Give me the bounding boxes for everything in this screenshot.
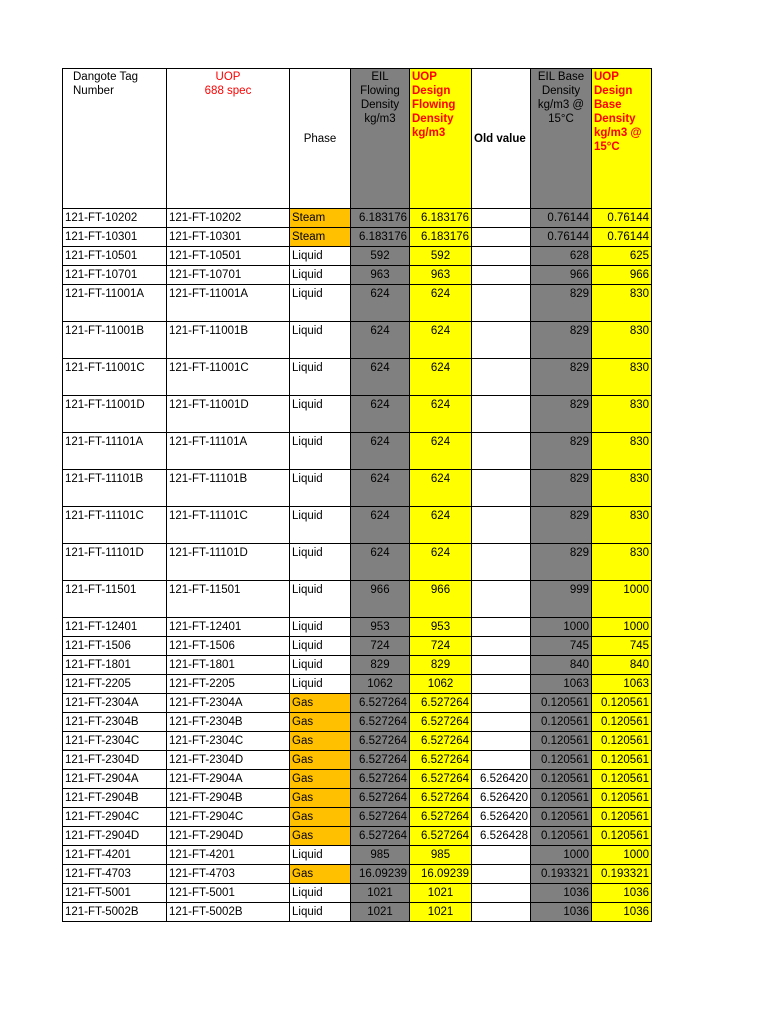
cell-old-value[interactable] [472,637,531,656]
cell-uop-flowing-density[interactable]: 829 [410,656,472,675]
cell-phase[interactable]: Liquid [290,637,351,656]
table-row [63,618,652,637]
cell-eil-base-density[interactable]: 829 [531,359,592,396]
cell-eil-base-density[interactable]: 1000 [531,618,592,637]
cell-eil-base-density[interactable]: 966 [531,266,592,285]
cell-uop-spec[interactable]: 121-FT-11101C [167,507,290,544]
header-uop-line2: 688 spec [204,85,252,97]
cell-uop-base-density[interactable]: 830 [592,433,652,470]
cell-eil-base-density[interactable]: 0.76144 [531,209,592,228]
table-row [63,209,652,228]
density-table [62,68,652,922]
cell-eil-base-density[interactable]: 0.120561 [531,789,592,808]
cell-eil-flowing-density[interactable]: 6.527264 [351,808,410,827]
cell-tag[interactable]: 121-FT-2304D [63,751,167,770]
cell-eil-base-density[interactable]: 1036 [531,903,592,922]
cell-eil-base-density[interactable]: 0.120561 [531,808,592,827]
cell-uop-base-density[interactable]: 0.120561 [592,808,652,827]
cell-phase[interactable]: Liquid [290,247,351,266]
cell-eil-base-density[interactable]: 829 [531,396,592,433]
cell-eil-flowing-density[interactable]: 1021 [351,884,410,903]
cell-uop-base-density[interactable]: 830 [592,322,652,359]
cell-uop-base-density[interactable]: 1063 [592,675,652,694]
cell-old-value[interactable]: 6.526428 [472,827,531,846]
cell-phase[interactable]: Steam [290,228,351,247]
cell-uop-flowing-density[interactable]: 624 [410,507,472,544]
cell-uop-base-density[interactable]: 830 [592,544,652,581]
cell-uop-flowing-density[interactable]: 6.527264 [410,694,472,713]
cell-uop-base-density[interactable]: 966 [592,266,652,285]
cell-phase[interactable]: Liquid [290,544,351,581]
cell-uop-spec[interactable]: 121-FT-11001B [167,322,290,359]
cell-phase[interactable]: Liquid [290,581,351,618]
cell-phase[interactable]: Liquid [290,903,351,922]
cell-uop-flowing-density[interactable]: 624 [410,359,472,396]
cell-tag[interactable]: 121-FT-10501 [63,247,167,266]
table-body [63,209,652,922]
cell-old-value[interactable] [472,903,531,922]
cell-old-value[interactable] [472,507,531,544]
cell-tag[interactable]: 121-FT-5001 [63,884,167,903]
cell-old-value[interactable] [472,433,531,470]
cell-tag[interactable]: 121-FT-2904A [63,770,167,789]
cell-old-value[interactable] [472,285,531,322]
cell-phase[interactable]: Gas [290,808,351,827]
table-row [63,789,652,808]
cell-tag[interactable]: 121-FT-2205 [63,675,167,694]
cell-eil-flowing-density[interactable]: 624 [351,396,410,433]
cell-uop-base-density[interactable]: 0.193321 [592,865,652,884]
cell-tag[interactable]: 121-FT-11501 [63,581,167,618]
cell-uop-spec[interactable]: 121-FT-11101A [167,433,290,470]
cell-old-value[interactable] [472,247,531,266]
cell-phase[interactable]: Gas [290,789,351,808]
cell-phase[interactable]: Liquid [290,396,351,433]
header-phase: Phase [290,69,351,209]
cell-uop-base-density[interactable]: 1000 [592,581,652,618]
table-row [63,675,652,694]
table-row [63,903,652,922]
cell-old-value[interactable] [472,732,531,751]
cell-uop-spec[interactable]: 121-FT-11101B [167,470,290,507]
cell-old-value[interactable] [472,544,531,581]
header-uop-flowing-density: UOP Design Flowing Density kg/m3 [410,69,472,209]
cell-eil-flowing-density[interactable]: 16.09239 [351,865,410,884]
cell-eil-flowing-density[interactable]: 6.527264 [351,732,410,751]
cell-uop-flowing-density[interactable]: 6.527264 [410,827,472,846]
table-row [63,751,652,770]
table-row [63,359,652,396]
cell-tag[interactable]: 121-FT-2904D [63,827,167,846]
cell-uop-base-density[interactable]: 0.120561 [592,827,652,846]
cell-eil-base-density[interactable]: 829 [531,433,592,470]
cell-eil-base-density[interactable]: 1063 [531,675,592,694]
cell-eil-base-density[interactable]: 0.120561 [531,770,592,789]
cell-eil-flowing-density[interactable]: 6.527264 [351,789,410,808]
cell-eil-flowing-density[interactable]: 592 [351,247,410,266]
cell-eil-flowing-density[interactable]: 724 [351,637,410,656]
cell-eil-flowing-density[interactable]: 6.527264 [351,751,410,770]
cell-uop-base-density[interactable]: 1000 [592,846,652,865]
cell-phase[interactable]: Gas [290,865,351,884]
cell-uop-flowing-density[interactable]: 624 [410,285,472,322]
cell-uop-spec[interactable]: 121-FT-4703 [167,865,290,884]
cell-old-value[interactable] [472,581,531,618]
cell-phase[interactable]: Liquid [290,675,351,694]
cell-uop-spec[interactable]: 121-FT-2904A [167,770,290,789]
table-row [63,228,652,247]
cell-eil-flowing-density[interactable]: 1062 [351,675,410,694]
cell-eil-base-density[interactable]: 0.120561 [531,827,592,846]
header-uop-base-density: UOP Design Base Density kg/m3 @ 15°C [592,69,652,209]
cell-old-value[interactable] [472,396,531,433]
cell-eil-flowing-density[interactable]: 624 [351,433,410,470]
cell-tag[interactable]: 121-FT-10202 [63,209,167,228]
cell-uop-base-density[interactable]: 0.120561 [592,789,652,808]
cell-phase[interactable]: Liquid [290,846,351,865]
cell-uop-flowing-density[interactable]: 624 [410,470,472,507]
cell-uop-base-density[interactable]: 0.76144 [592,209,652,228]
cell-uop-spec[interactable]: 121-FT-1506 [167,637,290,656]
table-row [63,732,652,751]
cell-eil-base-density[interactable]: 0.120561 [531,713,592,732]
table-row [63,827,652,846]
cell-tag[interactable]: 121-FT-5002B [63,903,167,922]
table-row [63,656,652,675]
cell-uop-base-density[interactable]: 0.120561 [592,770,652,789]
header-row [63,69,652,209]
cell-uop-spec[interactable]: 121-FT-11501 [167,581,290,618]
cell-uop-spec[interactable]: 121-FT-11101D [167,544,290,581]
cell-uop-spec[interactable]: 121-FT-2904B [167,789,290,808]
cell-eil-base-density[interactable]: 0.120561 [531,751,592,770]
cell-old-value[interactable] [472,656,531,675]
cell-eil-base-density[interactable]: 829 [531,544,592,581]
cell-eil-flowing-density[interactable]: 829 [351,656,410,675]
cell-phase[interactable]: Gas [290,770,351,789]
cell-uop-base-density[interactable]: 840 [592,656,652,675]
cell-phase[interactable]: Liquid [290,285,351,322]
cell-uop-base-density[interactable]: 830 [592,470,652,507]
cell-eil-flowing-density[interactable]: 624 [351,322,410,359]
cell-eil-base-density[interactable]: 0.120561 [531,732,592,751]
cell-phase[interactable]: Gas [290,694,351,713]
cell-eil-base-density[interactable]: 1000 [531,846,592,865]
cell-uop-base-density[interactable]: 830 [592,396,652,433]
cell-tag[interactable]: 121-FT-10701 [63,266,167,285]
cell-eil-flowing-density[interactable]: 1021 [351,903,410,922]
cell-uop-spec[interactable]: 121-FT-2304C [167,732,290,751]
cell-tag[interactable]: 121-FT-2904B [63,789,167,808]
cell-uop-flowing-density[interactable]: 6.527264 [410,732,472,751]
cell-uop-spec[interactable]: 121-FT-2904D [167,827,290,846]
cell-uop-base-density[interactable]: 625 [592,247,652,266]
cell-eil-flowing-density[interactable]: 624 [351,470,410,507]
cell-uop-spec[interactable]: 121-FT-1801 [167,656,290,675]
cell-eil-flowing-density[interactable]: 624 [351,544,410,581]
cell-uop-spec[interactable]: 121-FT-2205 [167,675,290,694]
cell-old-value[interactable]: 6.526420 [472,770,531,789]
cell-tag[interactable]: 121-FT-11001A [63,285,167,322]
cell-phase[interactable]: Liquid [290,507,351,544]
cell-old-value[interactable] [472,359,531,396]
cell-tag[interactable]: 121-FT-11101B [63,470,167,507]
cell-uop-flowing-density[interactable]: 6.527264 [410,713,472,732]
cell-uop-spec[interactable]: 121-FT-11001D [167,396,290,433]
table-row [63,884,652,903]
cell-tag[interactable]: 121-FT-2304B [63,713,167,732]
cell-uop-flowing-density[interactable]: 963 [410,266,472,285]
cell-tag[interactable]: 121-FT-11001D [63,396,167,433]
cell-phase[interactable]: Steam [290,209,351,228]
cell-uop-flowing-density[interactable]: 6.527264 [410,751,472,770]
cell-uop-flowing-density[interactable]: 624 [410,322,472,359]
cell-uop-spec[interactable]: 121-FT-10501 [167,247,290,266]
cell-phase[interactable]: Liquid [290,433,351,470]
header-uop-line1: UOP [215,71,241,83]
cell-tag[interactable]: 121-FT-12401 [63,618,167,637]
cell-uop-flowing-density[interactable]: 1021 [410,884,472,903]
cell-old-value[interactable] [472,694,531,713]
cell-uop-flowing-density[interactable]: 1062 [410,675,472,694]
cell-old-value[interactable] [472,228,531,247]
table-row [63,322,652,359]
cell-eil-flowing-density[interactable]: 963 [351,266,410,285]
cell-eil-flowing-density[interactable]: 6.183176 [351,209,410,228]
cell-uop-base-density[interactable]: 0.76144 [592,228,652,247]
table-row [63,470,652,507]
cell-uop-flowing-density[interactable]: 6.183176 [410,228,472,247]
cell-uop-flowing-density[interactable]: 966 [410,581,472,618]
cell-old-value[interactable] [472,846,531,865]
table-row [63,637,652,656]
cell-uop-spec[interactable]: 121-FT-2304A [167,694,290,713]
table-row [63,846,652,865]
cell-eil-base-density[interactable]: 1036 [531,884,592,903]
cell-eil-flowing-density[interactable]: 966 [351,581,410,618]
cell-tag[interactable]: 121-FT-4703 [63,865,167,884]
cell-tag[interactable]: 121-FT-10301 [63,228,167,247]
cell-uop-spec[interactable]: 121-FT-4201 [167,846,290,865]
cell-uop-flowing-density[interactable]: 6.527264 [410,808,472,827]
cell-uop-spec[interactable]: 121-FT-10701 [167,266,290,285]
header-eil-flowing-density: EIL Flowing Density kg/m3 [351,69,410,209]
cell-phase[interactable]: Liquid [290,359,351,396]
cell-phase[interactable]: Liquid [290,266,351,285]
cell-uop-flowing-density[interactable]: 6.183176 [410,209,472,228]
table-row [63,808,652,827]
table-row [63,266,652,285]
cell-uop-spec[interactable]: 121-FT-12401 [167,618,290,637]
table-row [63,396,652,433]
cell-uop-base-density[interactable]: 830 [592,285,652,322]
header-old-value: Old value [472,69,531,209]
cell-old-value[interactable] [472,675,531,694]
header-tag-number: Dangote Tag Number [63,69,167,209]
cell-tag[interactable]: 121-FT-2304A [63,694,167,713]
cell-phase[interactable]: Gas [290,827,351,846]
cell-tag[interactable]: 121-FT-11001C [63,359,167,396]
table-row [63,581,652,618]
cell-tag[interactable]: 121-FT-2304C [63,732,167,751]
cell-uop-base-density[interactable]: 1036 [592,884,652,903]
cell-phase[interactable]: Liquid [290,884,351,903]
cell-old-value[interactable] [472,713,531,732]
cell-eil-flowing-density[interactable]: 953 [351,618,410,637]
cell-tag[interactable]: 121-FT-1801 [63,656,167,675]
cell-uop-flowing-density[interactable]: 985 [410,846,472,865]
table-row [63,285,652,322]
cell-uop-flowing-density[interactable]: 624 [410,396,472,433]
cell-eil-flowing-density[interactable]: 985 [351,846,410,865]
cell-uop-spec[interactable]: 121-FT-5002B [167,903,290,922]
header-eil-base-density: EIL Base Density kg/m3 @ 15°C [531,69,592,209]
cell-old-value[interactable] [472,266,531,285]
table-row [63,247,652,266]
cell-phase[interactable]: Liquid [290,618,351,637]
cell-uop-base-density[interactable]: 1000 [592,618,652,637]
cell-eil-flowing-density[interactable]: 6.183176 [351,228,410,247]
cell-eil-base-density[interactable]: 829 [531,322,592,359]
cell-old-value[interactable]: 6.526420 [472,808,531,827]
cell-uop-base-density[interactable]: 830 [592,359,652,396]
cell-eil-flowing-density[interactable]: 6.527264 [351,694,410,713]
table-row [63,770,652,789]
cell-tag[interactable]: 121-FT-11001B [63,322,167,359]
cell-tag[interactable]: 121-FT-1506 [63,637,167,656]
cell-eil-base-density[interactable]: 745 [531,637,592,656]
cell-uop-flowing-density[interactable]: 6.527264 [410,789,472,808]
cell-eil-base-density[interactable]: 829 [531,470,592,507]
cell-old-value[interactable] [472,884,531,903]
cell-old-value[interactable] [472,322,531,359]
cell-eil-base-density[interactable]: 628 [531,247,592,266]
table-row [63,713,652,732]
cell-uop-base-density[interactable]: 1036 [592,903,652,922]
cell-uop-base-density[interactable]: 745 [592,637,652,656]
cell-uop-flowing-density[interactable]: 624 [410,544,472,581]
cell-tag[interactable]: 121-FT-11101D [63,544,167,581]
cell-uop-spec[interactable]: 121-FT-11001A [167,285,290,322]
cell-tag[interactable]: 121-FT-11101C [63,507,167,544]
cell-uop-flowing-density[interactable]: 953 [410,618,472,637]
cell-uop-flowing-density[interactable]: 1021 [410,903,472,922]
cell-uop-flowing-density[interactable]: 16.09239 [410,865,472,884]
cell-eil-base-density[interactable]: 999 [531,581,592,618]
table-row [63,865,652,884]
cell-eil-base-density[interactable]: 829 [531,507,592,544]
cell-uop-spec[interactable]: 121-FT-2304B [167,713,290,732]
cell-eil-base-density[interactable]: 0.120561 [531,694,592,713]
cell-old-value[interactable] [472,618,531,637]
cell-old-value[interactable] [472,751,531,770]
table-row [63,544,652,581]
cell-eil-flowing-density[interactable]: 624 [351,285,410,322]
cell-uop-spec[interactable]: 121-FT-5001 [167,884,290,903]
cell-eil-base-density[interactable]: 0.193321 [531,865,592,884]
cell-eil-flowing-density[interactable]: 624 [351,507,410,544]
cell-tag[interactable]: 121-FT-4201 [63,846,167,865]
cell-phase[interactable]: Gas [290,751,351,770]
cell-eil-base-density[interactable]: 829 [531,285,592,322]
cell-uop-base-density[interactable]: 0.120561 [592,713,652,732]
table-row [63,507,652,544]
cell-eil-flowing-density[interactable]: 624 [351,359,410,396]
cell-uop-spec[interactable]: 121-FT-10202 [167,209,290,228]
cell-phase[interactable]: Gas [290,713,351,732]
cell-eil-flowing-density[interactable]: 6.527264 [351,713,410,732]
cell-tag[interactable]: 121-FT-2904C [63,808,167,827]
table-row [63,433,652,470]
cell-uop-flowing-density[interactable]: 724 [410,637,472,656]
cell-old-value[interactable] [472,470,531,507]
cell-eil-flowing-density[interactable]: 6.527264 [351,770,410,789]
cell-old-value[interactable]: 6.526420 [472,789,531,808]
cell-uop-base-density[interactable]: 0.120561 [592,694,652,713]
cell-phase[interactable]: Liquid [290,470,351,507]
cell-uop-flowing-density[interactable]: 592 [410,247,472,266]
cell-old-value[interactable] [472,865,531,884]
cell-eil-base-density[interactable]: 0.76144 [531,228,592,247]
cell-uop-spec[interactable]: 121-FT-10301 [167,228,290,247]
cell-eil-flowing-density[interactable]: 6.527264 [351,827,410,846]
cell-uop-base-density[interactable]: 0.120561 [592,751,652,770]
table-row [63,694,652,713]
cell-phase[interactable]: Liquid [290,656,351,675]
cell-eil-base-density[interactable]: 840 [531,656,592,675]
cell-uop-base-density[interactable]: 830 [592,507,652,544]
cell-uop-spec[interactable]: 121-FT-11001C [167,359,290,396]
cell-uop-flowing-density[interactable]: 6.527264 [410,770,472,789]
cell-uop-spec[interactable]: 121-FT-2904C [167,808,290,827]
cell-uop-spec[interactable]: 121-FT-2304D [167,751,290,770]
cell-tag[interactable]: 121-FT-11101A [63,433,167,470]
header-uop-spec [167,69,290,209]
cell-phase[interactable]: Liquid [290,322,351,359]
cell-uop-flowing-density[interactable]: 624 [410,433,472,470]
cell-old-value[interactable] [472,209,531,228]
cell-uop-base-density[interactable]: 0.120561 [592,732,652,751]
cell-phase[interactable]: Gas [290,732,351,751]
